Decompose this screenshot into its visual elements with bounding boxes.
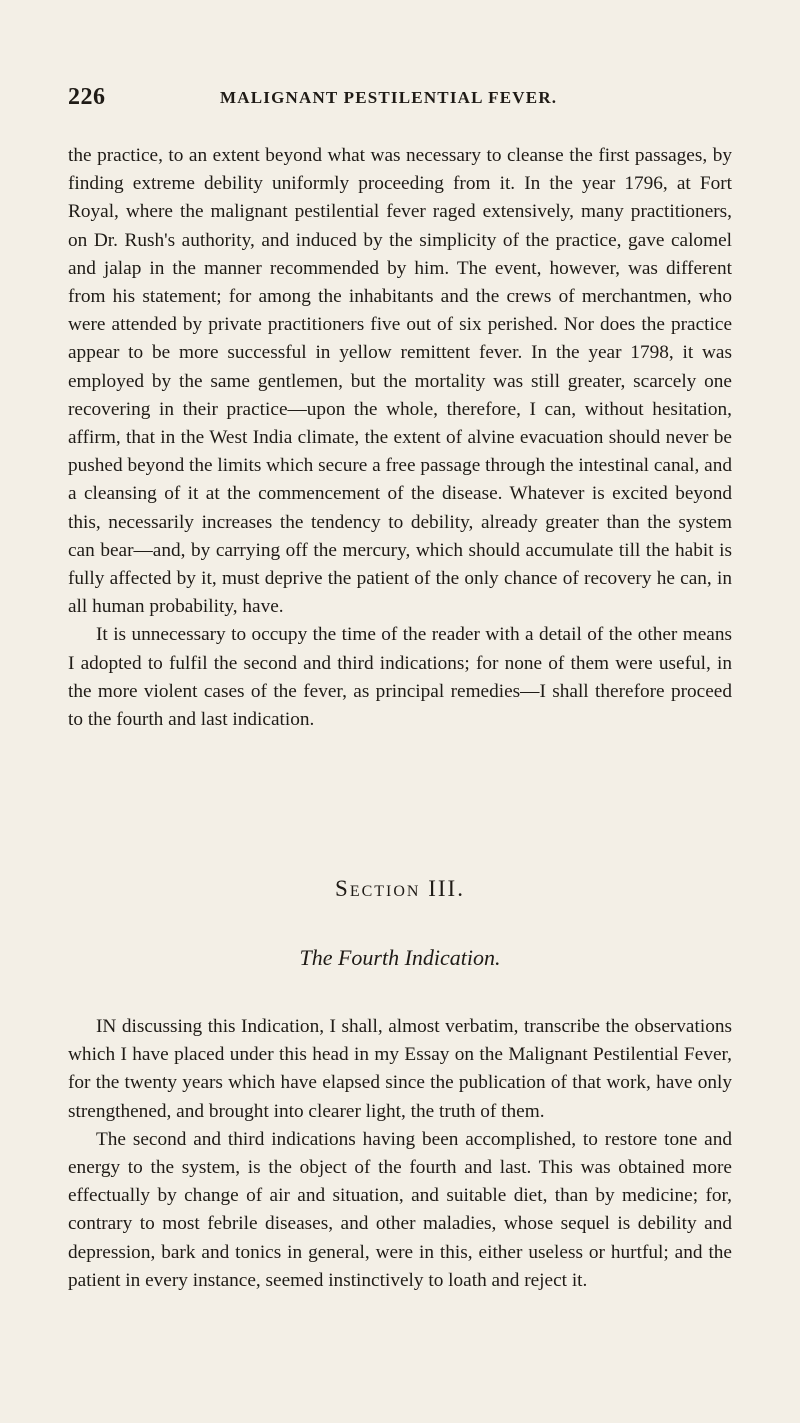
paragraph-continued: the practice, to an extent beyond what was necessary to cleanse the first passages, by finding extreme debility uniformly proceeding from it. In the year 1796, at Fort Royal, where the malignant pestilential fever raged extensively, many practitioners, on Dr. Rush's authority, and induced by the simplicity of the practice, gave calomel and jalap in the manner recommended by him. The event, however, was different from his statement; for among the inhabitants and the crews of merchantmen, who were attended by private practitioners five out of six perished. Nor does the practice appear to be more successful in yellow remittent fever. In the year 1798, it was employed by the same gentlemen, but the mortality was still greater, scarcely one recovering in their practice—upon the whole, therefore, I can, without hesitation, affirm, that in the West India climate, the extent of alvine evacuation should never be pushed beyond the limits which secure a free passage through the intestinal canal, and a cleansing of it at the commencement of the disease. Whatever is excited beyond this, necessarily increases the tendency to debility, already greater than the system can bear—and, by carrying off the mercury, which should accumulate till the habit is fully affected by it, must deprive the patient of the only chance of recovery he can, in all human probability, have.: [68, 145, 732, 618]
body-text-bottom: [68, 1013, 732, 1295]
paragraph-discussion: IN discussing this Indication, I shall, almost verbatim, transcribe the observations which I have placed under this head in my Essay on the Malignant Pestilential Fever, for the twenty years which have elapsed since the publication of that work, have only strengthened, and brought into clearer light, the truth of them.: [68, 1016, 732, 1122]
body-text-top: [68, 142, 732, 734]
running-head: [68, 84, 732, 118]
section-subtitle: The Fourth Indication.: [299, 945, 501, 970]
page-number: 226: [68, 84, 106, 110]
paragraph-indications: It is unnecessary to occupy the time of the reader with a detail of the other means I adopted to fulfil the second and third indications; for none of them were useful, in the more violent cases of the fever, as principal remedies—I shall therefore proceed to the fourth and last indication.: [68, 624, 732, 731]
paragraph-fourth-indication: The second and third indications having been accomplished, to restore tone and energy to the system, is the object of the fourth and last. This was obtained more effectually by change of air and situation, and suitable diet, than by medicine; for, contrary to most febrile diseases, and other maladies, whose sequel is debility and depression, bark and tonics in general, were in this, either useless or hurtful; and the patient in every instance, seemed instinctively to loath and reject it.: [68, 1128, 732, 1291]
running-title: MALIGNANT PESTILENTIAL FEVER.: [220, 88, 558, 107]
section-heading: Section III.: [335, 876, 465, 901]
